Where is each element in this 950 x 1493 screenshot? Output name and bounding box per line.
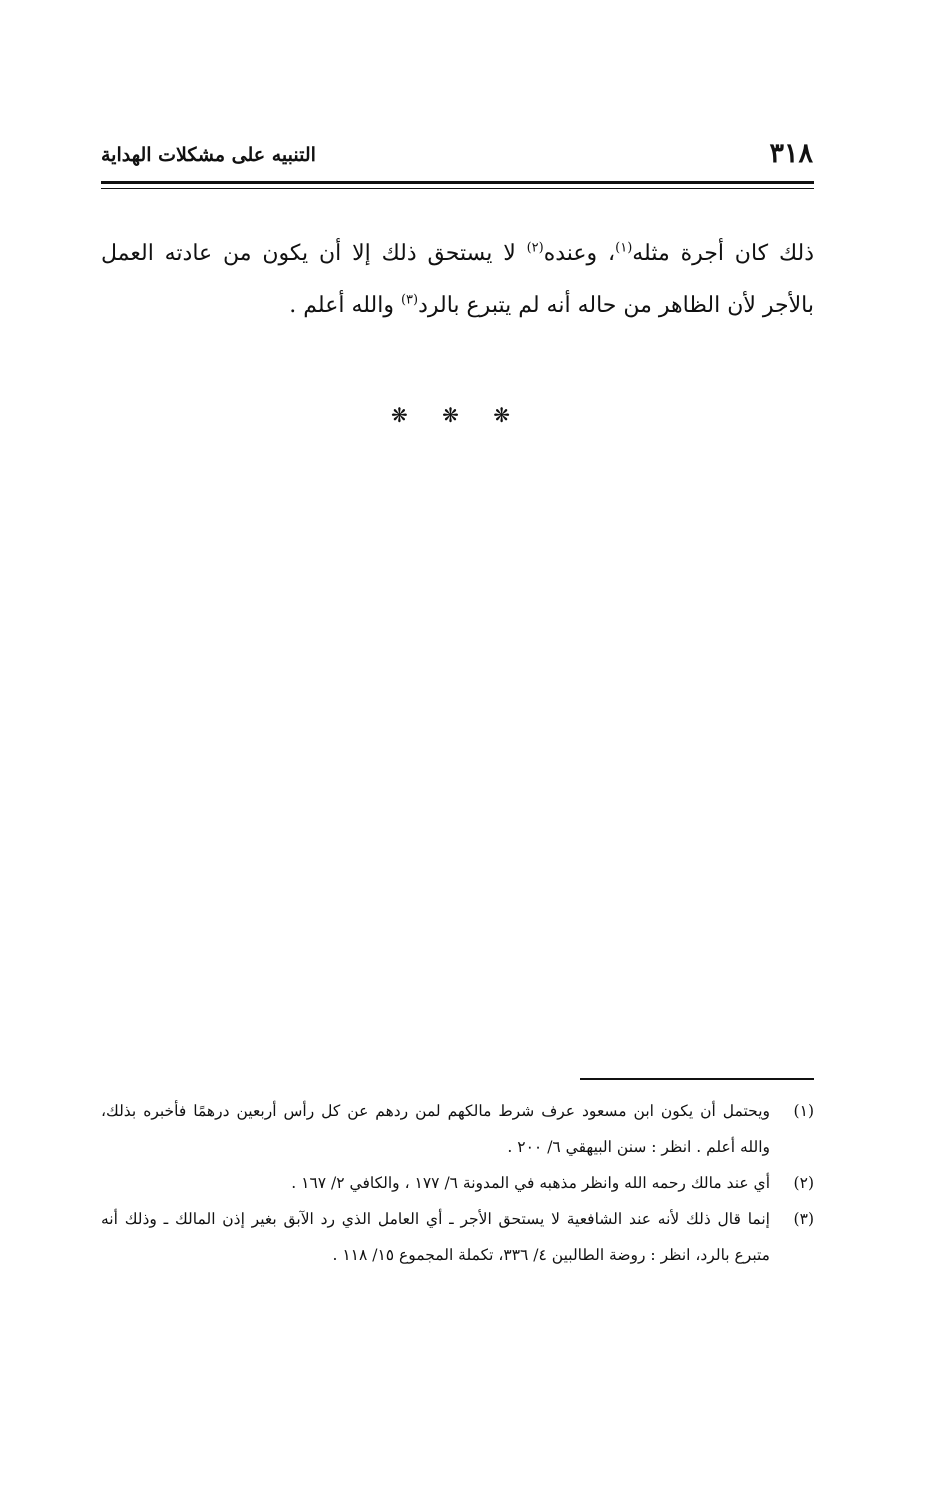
footnote-ref-3[interactable]: (٣): [400, 292, 419, 308]
header-rule-thick: [101, 181, 814, 184]
footnote-text: أي عند مالك رحمه الله وانظر مذهبه في المدونة ٦/ ١٧٧ ، والكافي ٢/ ١٦٧ .: [291, 1174, 770, 1192]
footnotes: [101, 1093, 814, 1273]
page-number: ٣١٨: [769, 138, 813, 169]
running-title: التنبيه على مشكلات الهداية: [101, 144, 316, 166]
footnote-ref-2[interactable]: (٢): [526, 240, 544, 256]
text-segment: والله أعلم .: [289, 293, 401, 318]
footnote-ref-1[interactable]: (١): [615, 240, 633, 256]
main-text: [101, 228, 814, 332]
footnote-marker: (١): [793, 1102, 814, 1120]
text-segment: ، وعنده: [543, 241, 616, 266]
footnote-1: [101, 1093, 814, 1165]
main-paragraph: [101, 228, 814, 332]
section-separator: ❋ ❋ ❋: [391, 403, 524, 427]
footnote-2: [101, 1165, 814, 1201]
text-segment: لا يستحق ذلك إلا أن يكون من عادته العمل بالأجر لأن الظاهر من حاله أنه لم يتبرع بالرد: [101, 241, 814, 318]
footnote-marker: (٣): [793, 1210, 814, 1228]
text-segment: ذلك كان أجرة مثله: [632, 241, 814, 266]
footnote-marker: (٢): [793, 1174, 814, 1192]
footnote-3: [101, 1201, 814, 1273]
footnote-text: إنما قال ذلك لأنه عند الشافعية لا يستحق الأجر ـ أي العامل الذي رد الآبق بغير إذن المالك ـ وذلك أنه متبرع بالرد، انظر : روضة الطالبين ٤/ ٣٣٦، تكملة المجموع ١٥/ ١١٨ .: [101, 1210, 770, 1264]
footnote-text: ويحتمل أن يكون ابن مسعود عرف شرط مالكهم لمن ردهم عن كل رأس أربعين درهمًا فأخبره بذلك، والله أعلم . انظر : سنن البيهقي ٦/ ٢٠٠ .: [101, 1102, 770, 1156]
header-rule-thin: [101, 188, 814, 189]
footnote-rule: [580, 1078, 814, 1080]
